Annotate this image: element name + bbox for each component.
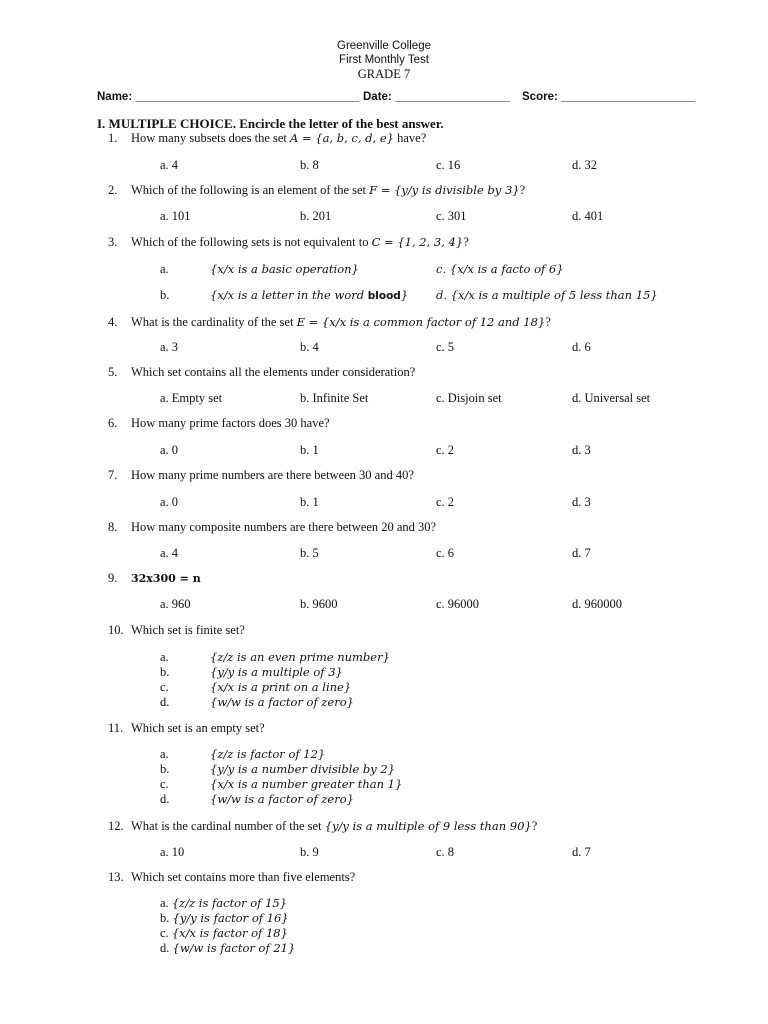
option-b[interactable]: b. 5 <box>300 546 319 560</box>
question-number: 5. <box>108 365 118 379</box>
student-info-line <box>97 91 697 107</box>
option-c[interactable]: c. {x/x is factor of 18} <box>160 926 288 940</box>
question-number: 13. <box>108 870 124 884</box>
option-b[interactable]: b. Infinite Set <box>300 391 369 405</box>
option-d[interactable]: d. 3 <box>572 495 591 509</box>
option-b[interactable]: b. 1 <box>300 443 319 457</box>
option-c[interactable]: c. 2 <box>436 443 455 457</box>
option-a[interactable]: a. Empty set <box>160 391 223 405</box>
option-d[interactable]: d. {x/x is a multiple of 5 less than 15} <box>436 288 658 302</box>
question-9 <box>108 571 201 586</box>
name-field[interactable]: Name: ___________________________________ <box>97 91 360 103</box>
option-a-label: a. <box>160 747 169 761</box>
option-d[interactable]: d. {w/w is factor of 21} <box>160 941 296 955</box>
question-number: 2. <box>108 183 118 197</box>
option-b[interactable]: {y/y is a number divisible by 2} <box>210 762 396 776</box>
option-d[interactable]: d. 960000 <box>572 597 622 611</box>
option-d-label: d. <box>160 695 170 709</box>
question-2: 2. Which of the following is an element of the set F = {y/y is divisible by 3}? <box>108 183 526 197</box>
question-number: 1. <box>108 131 118 145</box>
option-b[interactable]: b. 4 <box>300 340 319 354</box>
option-c[interactable]: c. 8 <box>436 845 455 859</box>
option-c[interactable]: c. 2 <box>436 495 455 509</box>
math-expression: 32x300 = n <box>131 572 201 585</box>
question-4: 4. What is the cardinality of the set E = {x/x is a common factor of 12 and 18}? <box>108 315 551 329</box>
option-a[interactable]: a. 4 <box>160 158 179 172</box>
option-a[interactable]: a. 101 <box>160 209 191 223</box>
option-b[interactable]: b. 1 <box>300 495 319 509</box>
option-c[interactable]: c. 6 <box>436 546 455 560</box>
option-c[interactable]: {x/x is a print on a line} <box>210 680 352 694</box>
math-expression: {y/y is a multiple of 9 less than 90} <box>324 819 532 833</box>
question-number: 12. <box>108 819 124 833</box>
option-b[interactable]: b. {y/y is factor of 16} <box>160 911 289 925</box>
question-5: 5. Which set contains all the elements under consideration? <box>108 365 416 379</box>
option-b-label: b. <box>160 762 170 776</box>
option-a[interactable]: a. 10 <box>160 845 185 859</box>
option-d[interactable]: d. 32 <box>572 158 597 172</box>
question-number: 4. <box>108 315 118 329</box>
question-number: 8. <box>108 520 118 534</box>
option-a[interactable]: {x/x is a basic operation} <box>210 262 359 276</box>
question-number: 9. <box>108 571 118 585</box>
option-d[interactable]: d. 3 <box>572 443 591 457</box>
option-a[interactable]: a. 4 <box>160 546 179 560</box>
option-a-label: a. <box>160 650 169 664</box>
option-a[interactable]: a. 0 <box>160 495 179 509</box>
option-d-label: d. <box>160 792 170 806</box>
question-3: 3. Which of the following sets is not equivalent to C = {1, 2, 3, 4}? <box>108 235 469 249</box>
option-a-label: a. <box>160 262 169 276</box>
question-12: 12. What is the cardinal number of the set {y/y is a multiple of 9 less than 90}? <box>108 819 538 833</box>
option-d[interactable]: d. Universal set <box>572 391 651 405</box>
option-b[interactable]: b. 201 <box>300 209 332 223</box>
option-c-label: c. <box>160 680 169 694</box>
math-expression: C = {1, 2, 3, 4} <box>371 235 464 249</box>
question-11: 11. Which set is an empty set? <box>108 721 265 735</box>
question-13: 13. Which set contains more than five elements? <box>108 870 356 884</box>
option-c[interactable]: c. 16 <box>436 158 461 172</box>
option-a[interactable]: {z/z is factor of 12} <box>210 747 326 761</box>
option-c[interactable]: c. 301 <box>436 209 467 223</box>
grade-level: GRADE 7 <box>357 67 411 81</box>
option-a[interactable]: a. {z/z is factor of 15} <box>160 896 288 910</box>
option-a[interactable]: a. 3 <box>160 340 179 354</box>
option-d[interactable]: d. 6 <box>572 340 591 354</box>
date-field[interactable]: Date: __________________ <box>363 91 511 103</box>
question-number: 10. <box>108 623 124 637</box>
test-title: First Monthly Test <box>339 54 429 66</box>
math-expression: F = {y/y is divisible by 3} <box>369 183 520 197</box>
math-expression: A = {a, b, c, d, e} <box>290 131 394 145</box>
option-c-label: c. <box>160 777 169 791</box>
option-b[interactable]: b. 8 <box>300 158 319 172</box>
section-title: I. MULTIPLE CHOICE. Encircle the letter of the best answer. <box>97 116 444 131</box>
math-expression: E = {x/x is a common factor of 12 and 18} <box>296 315 546 329</box>
option-b-label: b. <box>160 288 170 302</box>
option-d[interactable]: d. 7 <box>572 845 591 859</box>
option-d[interactable]: {w/w is a factor of zero} <box>210 792 354 806</box>
option-a[interactable]: {z/z is an even prime number} <box>210 650 390 664</box>
option-c[interactable]: {x/x is a number greater than 1} <box>210 777 403 791</box>
question-1: 1. How many subsets does the set A = {a, b, c, d, e} have? <box>108 131 427 145</box>
option-d[interactable]: {w/w is a factor of zero} <box>210 695 354 709</box>
question-6: 6. How many prime factors does 30 have? <box>108 416 330 430</box>
option-c[interactable]: c. {x/x is a facto of 6} <box>436 262 564 276</box>
option-a[interactable]: a. 0 <box>160 443 179 457</box>
option-c[interactable]: c. 96000 <box>436 597 480 611</box>
question-10: 10. Which set is finite set? <box>108 623 245 637</box>
question-number: 7. <box>108 468 118 482</box>
school-name: Greenville College <box>337 40 431 52</box>
score-field[interactable]: Score: _____________________ <box>522 91 696 103</box>
question-number: 11. <box>108 721 124 735</box>
option-b[interactable]: {y/y is a multiple of 3} <box>210 665 343 679</box>
option-b[interactable]: {x/x is a letter in the word blood} <box>210 288 409 302</box>
option-c[interactable]: c. 5 <box>436 340 455 354</box>
word-blood: blood <box>367 290 401 302</box>
option-d[interactable]: d. 7 <box>572 546 591 560</box>
option-c[interactable]: c. Disjoin set <box>436 391 502 405</box>
question-number: 3. <box>108 235 118 249</box>
question-number: 6. <box>108 416 118 430</box>
option-d[interactable]: d. 401 <box>572 209 604 223</box>
question-8: 8. How many composite numbers are there between 20 and 30? <box>108 520 437 534</box>
option-b-label: b. <box>160 665 170 679</box>
option-b[interactable]: b. 9600 <box>300 597 338 611</box>
option-b[interactable]: b. 9 <box>300 845 319 859</box>
option-a[interactable]: a. 960 <box>160 597 191 611</box>
question-7: 7. How many prime numbers are there between 30 and 40? <box>108 468 414 482</box>
